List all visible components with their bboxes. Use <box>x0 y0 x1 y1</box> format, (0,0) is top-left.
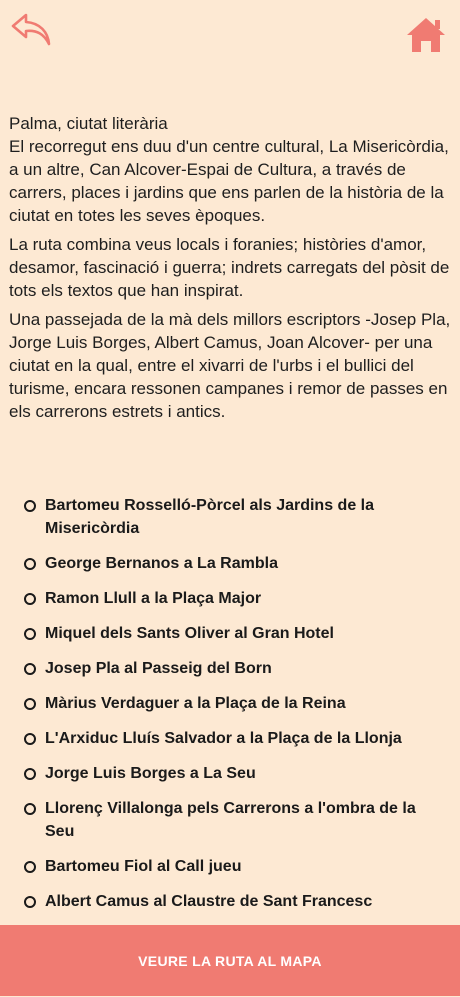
bullet-icon <box>24 896 36 908</box>
back-button[interactable] <box>10 12 54 48</box>
home-button[interactable] <box>406 16 446 54</box>
route-stops-list <box>22 494 442 925</box>
list-item[interactable] <box>22 657 442 680</box>
stop-label: Jorge Luis Borges a La Seu <box>45 765 256 782</box>
description-paragraph: Una passejada de la mà dels millors escriptors -Josep Pla, Jorge Luis Borges, Albert Camus, Joan Alcover- per una ciutat en la qual, entre el xivarri de l'urbs i el bullici del turisme, encara ressonen campanes i remor de passes en els carrerons estrets i antics. <box>9 310 451 421</box>
back-arrow-icon <box>10 12 54 48</box>
stop-label: Bartomeu Rosselló-Pòrcel als Jardins de la Misericòrdia <box>45 497 375 537</box>
route-description <box>9 112 451 429</box>
list-item[interactable] <box>22 890 442 913</box>
list-item[interactable] <box>22 587 442 610</box>
bullet-icon <box>24 628 36 640</box>
list-item[interactable] <box>22 494 442 540</box>
bullet-icon <box>24 733 36 745</box>
stop-label: Ramon Llull a la Plaça Major <box>45 590 262 607</box>
view-route-on-map-button[interactable]: VEURE LA RUTA AL MAPA <box>0 925 460 996</box>
bullet-icon <box>24 861 36 873</box>
stop-label: Albert Camus al Claustre de Sant Francesc <box>45 893 373 910</box>
stop-label: Josep Pla al Passeig del Born <box>45 660 272 677</box>
list-item[interactable] <box>22 797 442 843</box>
stop-label: Bartomeu Fiol al Call jueu <box>45 858 242 875</box>
stop-label: Miquel dels Sants Oliver al Gran Hotel <box>45 625 334 642</box>
route-title: Palma, ciutat literària <box>9 114 168 133</box>
list-item[interactable] <box>22 692 442 715</box>
bullet-icon <box>24 558 36 570</box>
stop-label: George Bernanos a La Rambla <box>45 555 278 572</box>
bullet-icon <box>24 698 36 710</box>
description-paragraph: La ruta combina veus locals i foranies; històries d'amor, desamor, fascinació i guerra; indrets carregats del pòsit de tots els textos que han inspirat. <box>9 235 450 300</box>
list-item[interactable] <box>22 762 442 785</box>
description-paragraph: El recorregut ens duu d'un centre cultural, La Misericòrdia, a un altre, Can Alcover-Espai de Cultura, a través de carrers, places i jardins que ens parlen de la història de la ciutat en totes les seves èpoques. <box>9 137 449 225</box>
list-item[interactable] <box>22 622 442 645</box>
bullet-icon <box>24 768 36 780</box>
list-item[interactable] <box>22 855 442 878</box>
bullet-icon <box>24 500 36 512</box>
top-bar <box>0 0 460 70</box>
home-icon <box>406 16 446 54</box>
stop-label: Llorenç Villalonga pels Carrerons a l'ombra de la Seu <box>45 800 416 840</box>
bullet-icon <box>24 803 36 815</box>
stop-label: L'Arxiduc Lluís Salvador a la Plaça de la Llonja <box>45 730 402 747</box>
bullet-icon <box>24 663 36 675</box>
list-item[interactable] <box>22 552 442 575</box>
list-item[interactable] <box>22 727 442 750</box>
bullet-icon <box>24 593 36 605</box>
stop-label: Màrius Verdaguer a la Plaça de la Reina <box>45 695 346 712</box>
